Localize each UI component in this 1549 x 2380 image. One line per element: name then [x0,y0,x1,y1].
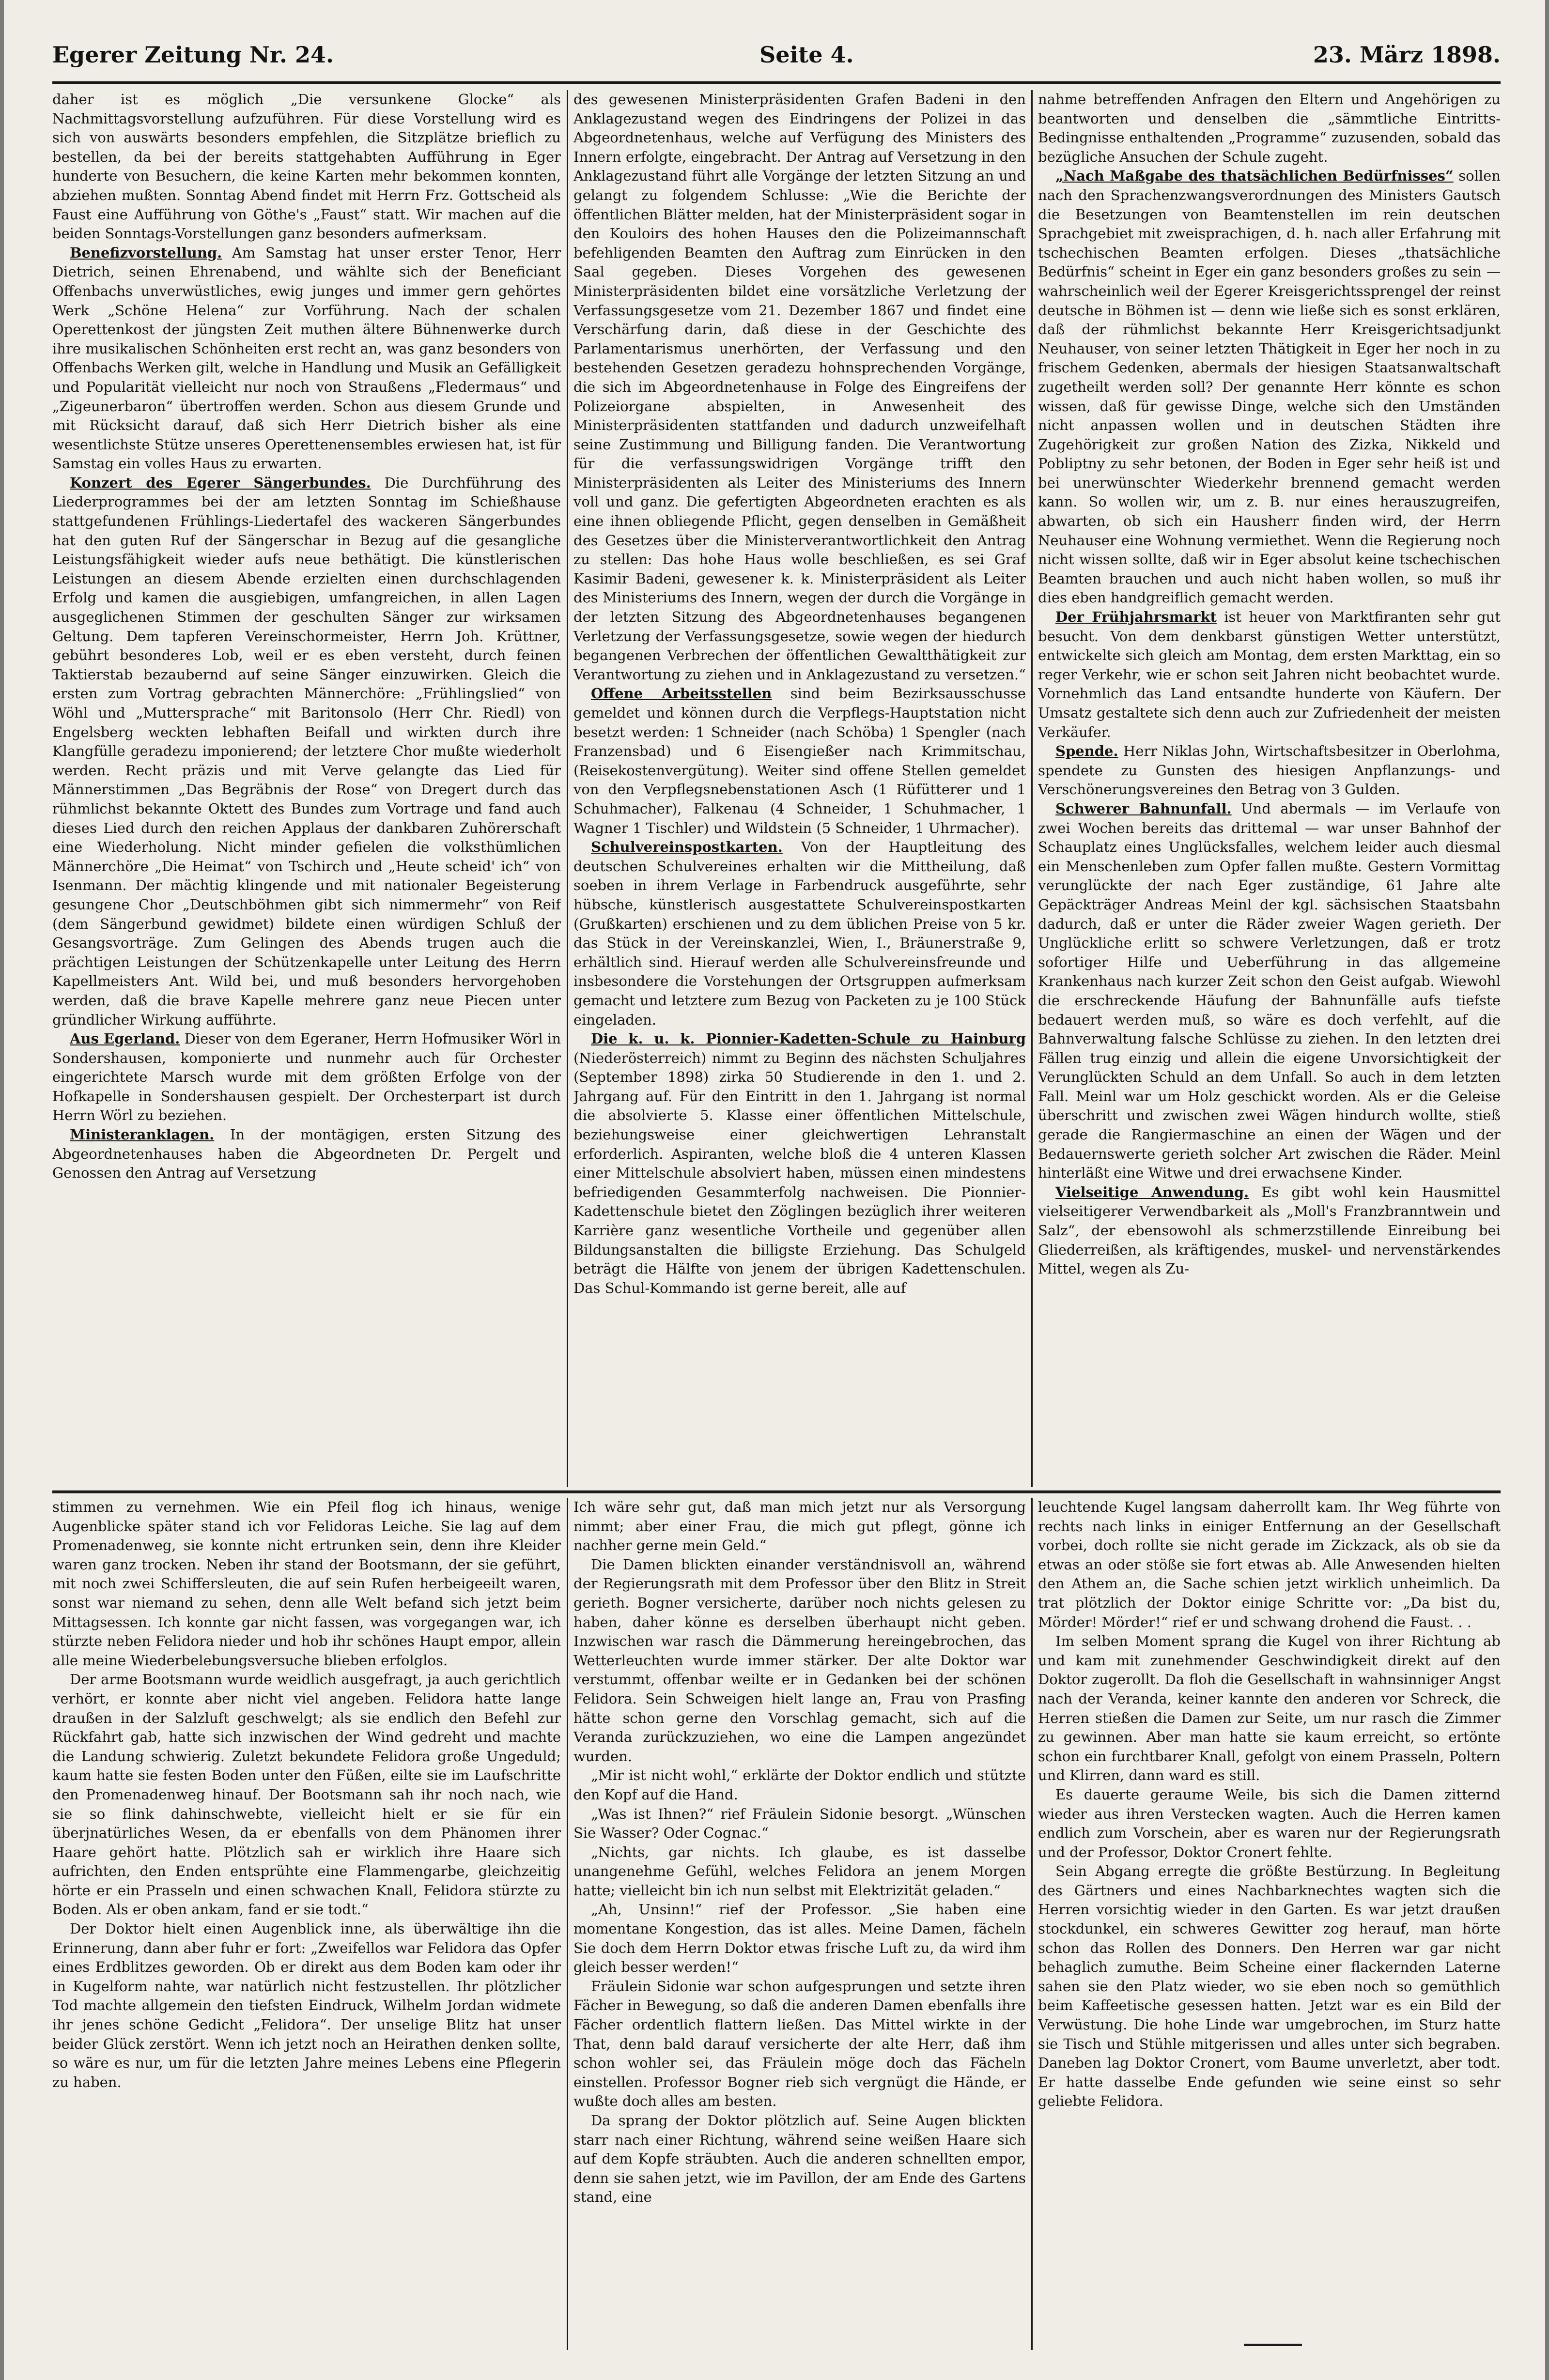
article-text: Sein Abgang erregte die größte Bestürzung. In Begleitung des Gärtners und eines Nachbarknechtes wagten sich die Herren vorsichtig wieder in den Garten. Es war jetzt draußen stockdunkel, ein schweres Gewitter zog herauf, man hörte schon das Rollen des Donners. Den Herren war gar nicht behaglich zumuthe. Beim Scheine einer flackernden Laterne sahen sie den Platz wieder, wo sie eben noch so gemüthlich beim Kaffeetische gesessen hatten. Jetzt war es ein Bild der Verwüstung. Die hohe Linde war umgebrochen, im Sturz hatte sie Tisch und Stühle mitgerissen und alles unter sich begraben. Daneben lag Doktor Cronert, vom Baume unverletzt, aber todt. Er hatte dasselbe Ende gefunden wie seine einst so sehr geliebte Felidora. [1038,1863,1501,2110]
article-text: „Ah, Unsinn!“ rief der Professor. „Sie haben eine momentane Kongestion, das ist alles. Meine Damen, fächeln Sie doch dem Herrn Doktor etwas frische Luft zu, da wird ihm gleich besser werden!“ [573,1901,1026,1976]
column-divider [1031,1498,1033,2350]
article-text: sind beim Bezirksausschusse gemeldet und können durch die Verpflegs-Hauptstation nicht besetzt werden: 1 Schneider (nach Schöba) 1 Spengler (nach Franzensbad) und 6 Eisengießer nach Krimmitschau, (Reisekostenvergütung). Weiter sind offene Stellen gemeldet von den Verpflegsnebenstationen Asch (1 Rüfütterer und 1 Schuhmacher), Falkenau (4 Schneider, 1 Schuhmacher, 1 Wagner 1 Tischler) und Wildstein (5 Schneider, 1 Uhrmacher). [573,685,1026,836]
text-paragraph [1038,1785,1501,1862]
text-paragraph [573,90,1026,684]
article-text: Und abermals — im Verlaufe von zwei Wochen bereits das drittemal — war unser Bahnhof der Schauplatz eines Unglücksfalles, welchem leider auch diesmal ein Menschenleben zum Opfer fallen mußte. Gestern Vormittag verunglückte der nach Eger zuständige, 61 Jahre alte Gepäckträger Andreas Meinl der kgl. sächsischen Staatsbahn dadurch, daß er unter die Räder zweier Wagen gerieth. Der Unglückliche erlitt so schwere Verletzungen, daß er trotz sofortiger Hilfe und Ueberführung in das allgemeine Krankenhaus nach kurzer Zeit schon den Geist aufgab. Wiewohl die erschreckende Häufung der Bahnunfälle aufs tiefste bedauert werden muß, so wäre es doch verfehlt, auf die Bahnverwaltung falsche Schlüsse zu ziehen. In den letzten drei Fällen trug einzig und allein die eigene Unvorsichtigkeit der Verunglückten Schuld an dem Unfall. So auch in dem letzten Fall. Meinl war um Holz geschickt worden. Als er die Geleise überschritt und zwischen zwei Wägen hindurch wollte, stieß gerade die Rangiermaschine an einen der Wägen und der Bedauernswerte gerieth solcher Art zwischen die Räder. Meinl hinterläßt eine Witwe und drei erwachsene Kinder. [1038,800,1501,1182]
column-divider [567,90,568,1487]
page-number: Seite 4. [759,42,854,68]
article-text: sollen nach den Sprachenzwangsverordnungen des Ministers Gautsch die Besetzungen von Beamtenstellen im rein deutschen Sprachgebiet mit zweisprachigen, d. h. nach aller Erfahrung mit tschechischen Beamten erfolgen. Dieses „thatsächliche Bedürfnis“ scheint in Eger ein ganz besonders großes zu sein — wahrscheinlich weil der Egerer Kreisgerichtssprengel der reinst deutsche in Böhmen ist — denn wie ließe sich es sonst erklären, daß der rühmlichst bekannte Herr Kreisgerichtsadjunkt Neuhauser, von seiner letzten Thätigkeit in Eger her noch in zu frischem Gedenken, abermals der hiesigen Staatsanwaltschaft zugetheilt werden soll? Der genannte Herr könnte es schon wissen, daß für gewisse Dinge, welche sich den Umständen nicht anpassen wollen und in deutschen Städten ihre Zugehörigkeit zur großen Nation des Zizka, Nikkeld und Pobliptny zu sehr betonen, der Boden in Eger sehr heiß ist und bei unerwünschter Wiederkehr brennend gemacht werden kann. So wollen wir, um z. B. nur eines herauszugreifen, abwarten, ob sich ein Hausherr finden wird, der Herrn Neuhauser eine Wohnung vermiethet. Wenn die Regierung noch nicht wissen sollte, daß wir in Eger absolut keine tschechischen Beamten brauchen und auch nicht haben wollen, so muß ihr dies eben handgreiflich gemacht werden. [1038,168,1501,606]
article-headline: Benefizvorstellung. [70,244,222,261]
article-text: (Niederösterreich) nimmt zu Beginn des nächsten Schuljahres (September 1898) zirka 50 Studierende in den 1. und 2. Jahrgang auf. Für den Eintritt in den 1. Jahrgang ist normal die absolvierte 5. Klasse einer öffentlichen Mittelschule, beziehungsweise einer gleichwertigen Lehranstalt erforderlich. Aspiranten, welche bloß die 4 unteren Klassen einer Mittelschule absolviert haben, müssen einen mindestens befriedigenden Gesammterfolg nachweisen. Die Pionnier-Kadettenschule bietet den Zöglingen bezüglich ihrer weiteren Karrière ganz wesentliche Vortheile und gegenüber allen Bildungsanstalten die billigste Erziehung. Das Schulgeld beträgt die Hälfte von jenem der übrigen Kadettenschulen. Das Schul-Kommando ist gerne bereit, alle auf [573,1049,1026,1296]
article-headline: Ministeranklagen. [70,1126,215,1143]
article-text: In der montägigen, ersten Sitzung des Abgeordnetenhauses haben die Abgeordneten Dr. Pergelt und Genossen den Antrag auf Versetzung [52,1126,561,1182]
article-text: Von der Hauptleitung des deutschen Schulvereines erhalten wir die Mittheilung, daß soeben in ihrem Verlage in Farbendruck ausgeführte, sehr hübsche, künstlerisch ausgestattete Schulvereinspostkarten (Grußkarten) erschienen und zu dem üblichen Preise von 5 kr. das Stück in der Vereinskanzlei, Wien, I., Bräunerstraße 9, erhältlich sind. Hierauf werden alle Schulvereinsfreunde und insbesondere die Vorstehungen der Ortsgruppen aufmerksam gemacht und letztere zum Bezug von Packeten zu je 100 Stück eingeladen. [573,839,1026,1028]
article-text: Es gibt wohl kein Hausmittel vielseitigerer Verwendbarkeit als „Moll's Franzbranntwein und Salz“, der ebensowohl als schmerzstillende Einreibung bei Gliederreißen, als kräftigendes, muskel- und nervenstärkendes Mittel, wegen als Zu- [1038,1183,1501,1277]
article-paragraph [1038,742,1501,799]
article-text: Der Doktor hielt einen Augenblick inne, als überwältige ihn die Erinnerung, dann aber fuhr er fort: „Zweifellos war Felidora das Opfer eines Erdblitzes geworden. Ob er direkt aus dem Boden kam oder ihr in Kugelform nahte, war natürlich nicht festzustellen. Ihr plötzlicher Tod machte allgemein den tiefsten Eindruck, Wilhelm Jordan widmete ihr jenes schöne Gedicht „Felidora“. Der unselige Blitz hat unser beider Glück zerstört. Wenn ich jetzt noch an Heirathen denken sollte, so wäre es nur, um für die letzten Jahre meines Lebens eine Pflegerin zu haben. [52,1920,561,2090]
article-paragraph [573,1029,1026,1298]
article-text: Ich wäre sehr gut, daß man mich jetzt nur als Versorgung nimmt; aber einer Frau, die mich gut pflegt, gönne ich nachher gerne mein Geld.“ [573,1499,1026,1554]
column-divider [567,1498,568,2350]
article-paragraph [52,474,561,1029]
newspaper-page [4,0,1545,2380]
top-column-3 [1038,90,1501,1486]
text-paragraph [1038,1632,1501,1785]
top-column-1 [52,90,561,1486]
masthead-rule [52,81,1501,84]
bottom-column-1 [52,1498,561,2350]
issue-date: 23. März 1898. [1313,42,1501,68]
article-paragraph [1038,608,1501,742]
text-paragraph [52,90,561,244]
text-paragraph [1038,1862,1501,2111]
article-text: Die Durchführung des Liederprogrammes bei der am letzten Sonntag im Schießhause stattgefundenen Frühlings-Liedertafel des wackeren Sängerbundes hat den guten Ruf der Sängerschar in Bezug auf die gesangliche Leistungsfähigkeit wieder aufs neue bethätigt. Die künstlerischen Leistungen an diesem Abende erzielten einen durchschlagenden Erfolg und kamen die ausgiebigen, umfangreichen, in allen Lagen ausgeglichenen Stimmen der geschulten Sänger zur wirksamen Geltung. Dem tapferen Vereinschormeister, Herrn Joh. Krüttner, gebührt besonderes Lob, weil er es eben versteht, durch feinen Taktierstab bezaubernd auf seine Sänger einzuwirken. Gleich die ersten zum Vortrag gebrachten Männerchöre: „Frühlingslied“ von Wöhl und „Muttersprache“ mit Baritonsolo (Herr Chr. Riedl) von Engelsberg weckten lebhaften Beifall und wirkten durch ihre Klangfülle geradezu imponierend; der letztere Chor mußte wiederholt werden. Recht präzis und mit Verve gelangte das Lied für Männerstimmen „Das Begräbnis der Rose“ von Dregert durch das rühmlichst bekannte Oktett des Bundes zum Vortrage und fand auch dieses Lied durch den reichen Applaus der dankbaren Zuhörerschaft eine Wiederholung. Nicht minder gefielen die volksthümlichen Männerchöre „Die Heimat“ von Tschirch und „Heute scheid' ich“ von Isenmann. Der mächtig klingende und mit nationaler Begeisterung gesungene Chor „Deutschböhmen gibt sich nimmermehr“ von Reif (dem Sängerbund gewidmet) bildete einen würdigen Schluß der Gesangsvorträge. Zum Gelingen des Abends trugen auch die prächtigen Leistungen der Schützenkapelle unter Leitung des Herrn Kapellmeisters Ant. Wild bei, und muß besonders hervorgehoben werden, daß die brave Kapelle mehrere ganz neue Piecen unter gründlicher Wirkung aufführte. [52,474,561,1028]
bottom-column-2 [573,1498,1026,2350]
end-of-story-rule [1244,2344,1302,2346]
text-paragraph [573,1900,1026,1977]
article-headline: Die k. u. k. Pionnier-Kadetten-Schule zu Hainburg [591,1030,1026,1047]
bottom-column-3 [1038,1498,1501,2331]
text-paragraph [52,1919,561,2092]
article-text: „Nichts, gar nichts. Ich glaube, es ist dasselbe unangenehme Gefühl, welches Felidora an jenem Morgen hatte; vielleicht bin ich nun selbst mit Elektrizität geladen.“ [573,1843,1026,1899]
column-divider [1031,90,1033,1487]
article-headline: Aus Egerland. [70,1030,180,1047]
article-text: Da sprang der Doktor plötzlich auf. Seine Augen blickten starr nach einer Richtung, während seine weißen Haare sich auf dem Kopfe sträubten. Auch die anderen schnellten empor, denn sie sahen jetzt, wie im Pavillon, der am Ende des Gartens stand, eine [573,2112,1026,2206]
article-text: Herr Niklas John, Wirtschaftsbesitzer in Oberlohma, spendete zu Gunsten des hiesigen Anpflanzungs- und Verschönerungsvereines den Betrag von 3 Gulden. [1038,743,1501,798]
text-paragraph [573,1843,1026,1901]
article-paragraph [52,1029,561,1125]
article-text: Fräulein Sidonie war schon aufgesprungen und setzte ihren Fächer in Bewegung, so daß die anderen Damen ebenfalls ihre Fächer ordentlich flattern ließen. Das Mittel wirkte in der That, denn bald darauf versicherte der alte Herr, daß ihm schon wohler sei, das Fräulein möge doch das Fächeln einstellen. Professor Bogner rieb sich vergnügt die Hände, er wußte doch alles am besten. [573,1978,1026,2110]
article-text: Der arme Bootsmann wurde weidlich ausgefragt, ja auch gerichtlich verhört, er konnte aber nicht viel angeben. Felidora hatte lange draußen in der Salzluft geschwelgt; als sie endlich den Befehl zur Rückfahrt gab, hatte sich inzwischen der Wind gedreht und machte die Landung schwierig. Zuletzt bekundete Felidora große Ungeduld; kaum hatte sie festen Boden unter den Füßen, eilte sie im Laufschritte den Promenadenweg hinauf. Der Bootsmann sah ihr noch nach, wie sie so flink dahinschwebte, vielleicht hielt er sie für ein überjnatürliches Wesen, da er ebenfalls von dem Phänomen ihrer Haare gehört hatte. Plötzlich sah er wirklich ihre Haare sich aufrichten, den Enden entsprühte eine Flammengarbe, gleichzeitig hörte er ein Prasseln und einen schwachen Knall, Felidora stürzte zu Boden. Als er oben ankam, fand er sie todt.“ [52,1671,561,1918]
article-paragraph [52,1125,561,1183]
article-paragraph [1038,1183,1501,1279]
article-text: daher ist es möglich „Die versunkene Glocke“ als Nachmittagsvorstellung aufzuführen. Für diese Vorstellung wird es sich von auswärts besonders empfehlen, die Sitzplätze brieflich zu bestellen, da bei der bereits stattgehabten Aufführung in Eger hunderte von Besuchern, die keine Karten mehr bekommen konnten, abziehen mußten. Sonntag Abend findet mit Herrn Frz. Gottscheid als Faust eine Aufführung von Göthe's „Faust“ statt. Wir machen auf die beiden Sonntags-Vorstellungen ganz besonders aufmerksam. [52,91,561,242]
article-headline: Schulvereinspostkarten. [591,839,783,856]
article-text: Dieser von dem Egeraner, Herrn Hofmusiker Wörl in Sondershausen, komponierte und nunmehr auch für Orchester eingerichtete Marsch wurde mit dem größten Erfolge von der Hofkapelle in Sondershausen gespielt. Der Orchesterpart ist durch Herrn Wörl zu beziehen. [52,1030,561,1124]
article-paragraph [1038,167,1501,608]
text-paragraph [573,2111,1026,2207]
article-paragraph [573,684,1026,838]
article-text: Am Samstag hat unser erster Tenor, Herr Dietrich, seinen Ehrenabend, und wählte sich der Beneficiant Offenbachs unverwüstliches, ewig junges und immer gern gehörtes Werk „Schöne Helena“ zur Vorführung. Nach der schalen Operettenkost der jüngsten Zeit muthen ältere Bühnenwerke durch ihre musikalischen Schönheiten erst recht an, was ganz besonders von Offenbachs Werken gilt, welche in Handlung und Musik an Gefälligkeit und Popularität vielleicht nur noch von Straußens „Fledermaus“ und „Zigeunerbaron“ übertroffen werden. Schon aus diesem Grunde und mit Rücksicht darauf, daß sich Herr Dietrich bisher als eine wesentlichste Stütze unseres Operettenensembles erwiesen hat, ist für Samstag ein volles Haus zu erwarten. [52,244,561,472]
article-text: Im selben Moment sprang die Kugel von ihrer Richtung ab und kam mit zunehmender Geschwindigkeit direkt auf den Doktor zugerollt. Da floh die Gesellschaft in wahnsinniger Angst nach der Veranda, keiner kannte den anderen vor Schreck, die Herren stießen die Damen zur Seite, um nur rasch die Zimmer zu gewinnen. Aber man hatte sie kaum erreicht, so ertönte schon ein furchtbarer Knall, gefolgt von einem Prasseln, Poltern und Klirren, dann ward es still. [1038,1633,1501,1784]
text-paragraph [52,1670,561,1919]
article-paragraph [573,838,1026,1029]
article-text: „Was ist Ihnen?“ rief Fräulein Sidonie besorgt. „Wünschen Sie Wasser? Oder Cognac.“ [573,1805,1026,1842]
text-paragraph [573,1766,1026,1804]
article-text: „Mir ist nicht wohl,“ erklärte der Doktor endlich und stützte den Kopf auf die Hand. [573,1767,1026,1803]
article-text: nahme betreffenden Anfragen den Eltern und Angehörigen zu beantworten und denselben die „sämmtliche Eintritts-Bedingnisse enthaltenden „Programme“ zuzusenden, sobald das bezügliche Ansuchen der Schule zugeht. [1038,91,1501,165]
article-headline: Der Frühjahrsmarkt [1055,609,1217,626]
article-headline: „Nach Maßgabe des thatsächlichen Bedürfnisses“ [1055,168,1454,184]
top-column-2 [573,90,1026,1486]
article-headline: Offene Arbeitsstellen [591,685,772,702]
article-text: Die Damen blickten einander verständnisvoll an, während der Regierungsrath mit dem Professor über den Blitz in Streit gerieth. Bogner versicherte, darüber noch nichts gelesen zu haben, daher könne es derselben überhaupt nicht geben. Inzwischen war rasch die Dämmerung hereingebrochen, das Wetterleuchten wurde immer stärker. Der alte Doktor war verstummt, offenbar weilte er in Gedanken bei der schönen Felidora. Sein Schweigen hielt lange an, Frau von Prasfing hätte schon gerne den Vorschlag gemacht, sich auf die Veranda zurückzuziehen, wo eine die Lampen angezündet wurden. [573,1556,1026,1765]
article-headline: Spende. [1055,743,1118,760]
text-paragraph [52,1498,561,1670]
article-text: leuchtende Kugel langsam daherrollt kam. Ihr Weg führte von rechts nach links in einiger Entfernung an der Gesellschaft vorbei, doch rollte sie nicht gerade im Zickzack, als ob sie da etwas an oder stöße sie fort etwas ab. Alle Anwesenden hielten den Athem an, die Sache schien jetzt wirklich unheimlich. Da trat plötzlich der Doktor einige Schritte vor: „Da bist du, Mörder! Mörder!“ rief er und schwang drohend die Faust. . . [1038,1499,1501,1630]
feuilleton-rule [52,1490,1501,1493]
article-paragraph [1038,799,1501,1183]
article-text: des gewesenen Ministerpräsidenten Grafen Badeni in den Anklagezustand wegen des Eindringens der Polizei in das Abgeordnetenhaus, welche auf Verfügung des Ministers des Innern erfolgte, eingebracht. Der Antrag auf Versetzung in den Anklagezustand führt alle Vorgänge der letzten Sitzung an und gelangt zu folgendem Schlusse: „Wie die Berichte der öffentlichen Blätter melden, hat der Ministerpräsident sogar in den Kouloirs des hohen Hauses den die Polizeimannschaft befehligenden Beamten den Auftrag zum Einrücken in den Saal gegeben. Dieses Vorgehen des gewesenen Ministerpräsidenten bildet eine vorsätzliche Verletzung der Verfassungsgesetze vom 21. Dezember 1867 und findet eine Verschärfung darin, daß diese in der Geschichte des Parlamentarismus unerhörten, der Verfassung und den bestehenden Gesetzen geradezu hohnsprechenden Vorgänge, die sich im Abgeordnetenhause in Folge des Eingreifens der Polizeiorgane abspielten, in Anwesenheit des Ministerpräsidenten stattfanden und dadurch unzweifelhaft seine Zustimmung und Billigung fanden. Die Verantwortung für die verfassungswidrigen Vorgänge trifft den Ministerpräsidenten als Leiter des Ministeriums des Innern voll und ganz. Die gefertigten Abgeordneten erachten es als eine ihnen obliegende Pflicht, gegen denselben in Gemäßheit des Gesetzes über die Ministerverantwortlichkeit den Antrag zu stellen: Das hohe Haus wolle beschließen, es sei Graf Kasimir Badeni, gewesener k. k. Ministerpräsident als Leiter des Ministeriums des Innern, wegen der durch die Vorgänge in der letzten Sitzung des Abgeordnetenhauses begangenen Verletzung der Verfassungsgesetze, sowie wegen der hiedurch begangenen Verbrechen der öffentlichen Gewaltthätigkeit zur Verantwortung zu ziehen und in Anklagezustand zu versetzen.“ [573,91,1026,683]
article-headline: Vielseitige Anwendung. [1055,1183,1249,1200]
article-text: Es dauerte geraume Weile, bis sich die Damen zitternd wieder aus ihren Verstecken wagten. Auch die Herren kamen endlich zum Vorschein, aber es waren nur der Regierungsrath und der Professor, Doktor Cronert fehlte. [1038,1786,1501,1860]
text-paragraph [573,1498,1026,1555]
text-paragraph [573,1805,1026,1843]
text-paragraph [573,1555,1026,1766]
article-headline: Schwerer Bahnunfall. [1055,800,1232,817]
masthead [52,39,1501,73]
text-paragraph [573,1977,1026,2111]
text-paragraph [1038,90,1501,167]
text-paragraph [1038,1498,1501,1632]
article-headline: Konzert des Egerer Sängerbundes. [70,474,371,491]
article-text: ist heuer von Marktfiranten sehr gut besucht. Von dem denkbarst günstigen Wetter unterstützt, entwickelte sich gleich am Montag, dem ersten Markttag, ein so reger Verkehr, wie er schon seit Jahren nicht beobachtet wurde. Vornehmlich das Land entsandte hunderte von Käufern. Der Umsatz gestaltete sich denn auch zur Zufriedenheit der meisten Verkäufer. [1038,609,1501,740]
newspaper-title: Egerer Zeitung Nr. 24. [52,42,334,68]
article-text: stimmen zu vernehmen. Wie ein Pfeil flog ich hinaus, wenige Augenblicke später stand ich vor Felidoras Leiche. Sie lag auf dem Promenadenweg, sie konnte nicht ertrunken sein, denn ihre Kleider waren ganz trocken. Neben ihr stand der Bootsmann, der sie geführt, mit noch zwei Schiffersleuten, die auf sein Rufen herbeigeeilt waren, sonst war niemand zu sehen, denn alle Welt befand sich jetzt beim Mittagsessen. Ich konnte gar nicht fassen, was vorgegangen war, ich stürzte neben Felidora nieder und hob ihr schönes Haupt empor, allein alle meine Wiederbelebungsversuche blieben erfolglos. [52,1499,561,1669]
article-paragraph [52,244,561,474]
